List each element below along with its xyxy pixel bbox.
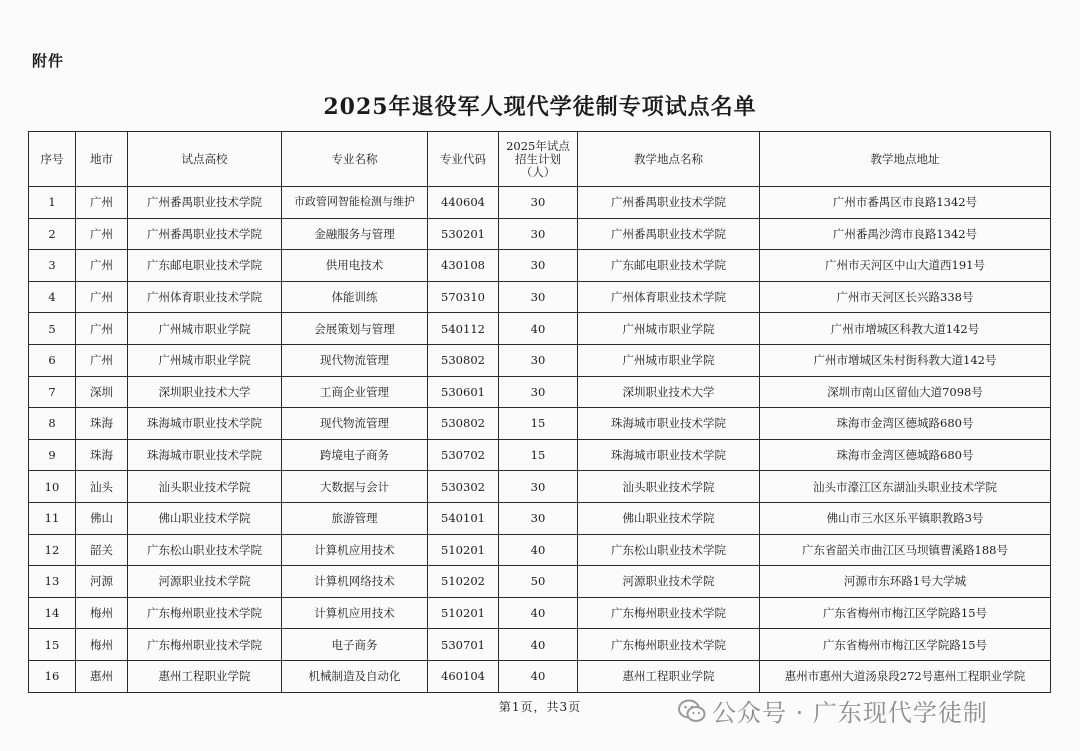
enrollment-plan-cell: 40 [499,660,578,692]
major-code-cell: 530802 [428,408,499,440]
major-name-cell: 会展策划与管理 [282,313,428,345]
teaching-site-name-cell: 惠州工程职业学院 [578,660,760,692]
school-cell: 广州番禺职业技术学院 [128,218,282,250]
school-cell: 广东梅州职业技术学院 [128,597,282,629]
school-cell: 佛山职业技术学院 [128,502,282,534]
teaching-site-name-cell: 广州体育职业技术学院 [578,281,760,313]
table-row [29,187,1051,219]
major-name-cell: 机械制造及自动化 [282,660,428,692]
watermark-text: 公众号 · 广东现代学徒制 [712,699,988,727]
row-number-cell: 15 [29,629,76,661]
column-header: 专业代码 [428,132,499,187]
city-cell: 广州 [76,250,128,282]
major-name-cell: 市政管网智能检测与维护 [282,187,428,219]
row-number-cell: 5 [29,313,76,345]
column-header: 2025年试点招生计划（人） [499,132,578,187]
school-cell: 广州城市职业学院 [128,313,282,345]
major-code-cell: 460104 [428,660,499,692]
table-row [29,660,1051,692]
row-number-cell: 2 [29,218,76,250]
city-cell: 广州 [76,281,128,313]
column-header: 教学地点地址 [760,132,1051,187]
major-code-cell: 530302 [428,471,499,503]
table-header-row [29,132,1051,187]
table-row [29,344,1051,376]
row-number-cell: 4 [29,281,76,313]
teaching-site-name-cell: 河源职业技术学院 [578,566,760,598]
school-cell: 河源职业技术学院 [128,566,282,598]
teaching-site-name-cell: 珠海城市职业技术学院 [578,408,760,440]
city-cell: 深圳 [76,376,128,408]
row-number-cell: 9 [29,439,76,471]
city-cell: 珠海 [76,408,128,440]
table-row [29,408,1051,440]
teaching-site-address-cell: 广东省韶关市曲江区马坝镇曹溪路188号 [760,534,1051,566]
row-number-cell: 14 [29,597,76,629]
teaching-site-name-cell: 佛山职业技术学院 [578,502,760,534]
teaching-site-name-cell: 广东梅州职业技术学院 [578,597,760,629]
major-name-cell: 计算机网络技术 [282,566,428,598]
teaching-site-name-cell: 广州城市职业学院 [578,313,760,345]
major-name-cell: 现代物流管理 [282,344,428,376]
teaching-site-name-cell: 广州番禺职业技术学院 [578,218,760,250]
row-number-cell: 10 [29,471,76,503]
city-cell: 广州 [76,344,128,376]
watermark [678,693,988,728]
city-cell: 河源 [76,566,128,598]
enrollment-plan-cell: 50 [499,566,578,598]
teaching-site-name-cell: 珠海城市职业技术学院 [578,439,760,471]
teaching-site-name-cell: 广东邮电职业技术学院 [578,250,760,282]
enrollment-plan-cell: 30 [499,187,578,219]
city-cell: 惠州 [76,660,128,692]
major-name-cell: 大数据与会计 [282,471,428,503]
table-row [29,629,1051,661]
major-code-cell: 540101 [428,502,499,534]
city-cell: 广州 [76,218,128,250]
enrollment-plan-cell: 30 [499,281,578,313]
table-row [29,439,1051,471]
school-cell: 广东邮电职业技术学院 [128,250,282,282]
school-cell: 汕头职业技术学院 [128,471,282,503]
row-number-cell: 16 [29,660,76,692]
row-number-cell: 13 [29,566,76,598]
major-code-cell: 570310 [428,281,499,313]
major-code-cell: 540112 [428,313,499,345]
teaching-site-address-cell: 广州市番禺区市良路1342号 [760,187,1051,219]
table-row [29,471,1051,503]
attachment-label: 附件 [32,52,65,70]
city-cell: 梅州 [76,597,128,629]
enrollment-plan-cell: 30 [499,250,578,282]
school-cell: 广州城市职业学院 [128,344,282,376]
teaching-site-address-cell: 广东省梅州市梅江区学院路15号 [760,597,1051,629]
teaching-site-address-cell: 深圳市南山区留仙大道7098号 [760,376,1051,408]
school-cell: 深圳职业技术大学 [128,376,282,408]
column-header: 专业名称 [282,132,428,187]
table-row [29,566,1051,598]
row-number-cell: 8 [29,408,76,440]
major-code-cell: 510201 [428,534,499,566]
enrollment-plan-cell: 30 [499,218,578,250]
row-number-cell: 6 [29,344,76,376]
page-title: 2025年退役军人现代学徒制专项试点名单 [323,94,757,120]
enrollment-plan-cell: 40 [499,313,578,345]
table-row [29,218,1051,250]
teaching-site-address-cell: 广州市增城区科教大道142号 [760,313,1051,345]
table-row [29,534,1051,566]
pilot-list-table [28,131,1051,693]
table-row [29,281,1051,313]
row-number-cell: 1 [29,187,76,219]
city-cell: 梅州 [76,629,128,661]
major-code-cell: 530702 [428,439,499,471]
school-cell: 广州番禺职业技术学院 [128,187,282,219]
city-cell: 广州 [76,187,128,219]
major-code-cell: 530701 [428,629,499,661]
table-row [29,313,1051,345]
school-cell: 广东松山职业技术学院 [128,534,282,566]
major-code-cell: 530601 [428,376,499,408]
teaching-site-address-cell: 佛山市三水区乐平镇职教路3号 [760,502,1051,534]
major-name-cell: 供用电技术 [282,250,428,282]
column-header: 序号 [29,132,76,187]
teaching-site-name-cell: 广州城市职业学院 [578,344,760,376]
major-name-cell: 现代物流管理 [282,408,428,440]
enrollment-plan-cell: 40 [499,534,578,566]
major-code-cell: 510202 [428,566,499,598]
major-name-cell: 电子商务 [282,629,428,661]
wechat-icon [678,699,706,723]
teaching-site-name-cell: 广东松山职业技术学院 [578,534,760,566]
city-cell: 韶关 [76,534,128,566]
city-cell: 广州 [76,313,128,345]
table-row [29,250,1051,282]
table-row [29,502,1051,534]
teaching-site-name-cell: 汕头职业技术学院 [578,471,760,503]
school-cell: 广州体育职业技术学院 [128,281,282,313]
enrollment-plan-cell: 15 [499,408,578,440]
table-row [29,597,1051,629]
major-code-cell: 510201 [428,597,499,629]
teaching-site-address-cell: 珠海市金湾区德城路680号 [760,439,1051,471]
teaching-site-address-cell: 珠海市金湾区德城路680号 [760,408,1051,440]
teaching-site-name-cell: 广东梅州职业技术学院 [578,629,760,661]
column-header: 教学地点名称 [578,132,760,187]
major-name-cell: 跨境电子商务 [282,439,428,471]
city-cell: 佛山 [76,502,128,534]
school-cell: 惠州工程职业学院 [128,660,282,692]
teaching-site-address-cell: 河源市东环路1号大学城 [760,566,1051,598]
enrollment-plan-cell: 30 [499,502,578,534]
row-number-cell: 11 [29,502,76,534]
major-name-cell: 工商企业管理 [282,376,428,408]
school-cell: 广东梅州职业技术学院 [128,629,282,661]
page-indicator: 第1页，共3页 [498,700,582,714]
teaching-site-address-cell: 广州市增城区朱村街科教大道142号 [760,344,1051,376]
enrollment-plan-cell: 30 [499,471,578,503]
teaching-site-address-cell: 广州番禺沙湾市良路1342号 [760,218,1051,250]
teaching-site-address-cell: 广州市天河区长兴路338号 [760,281,1051,313]
column-header: 地市 [76,132,128,187]
major-name-cell: 计算机应用技术 [282,597,428,629]
teaching-site-name-cell: 广州番禺职业技术学院 [578,187,760,219]
enrollment-plan-cell: 40 [499,629,578,661]
teaching-site-address-cell: 惠州市惠州大道汤泉段272号惠州工程职业学院 [760,660,1051,692]
major-code-cell: 530802 [428,344,499,376]
major-code-cell: 430108 [428,250,499,282]
major-name-cell: 体能训练 [282,281,428,313]
teaching-site-address-cell: 汕头市濠江区东湖汕头职业技术学院 [760,471,1051,503]
enrollment-plan-cell: 30 [499,376,578,408]
column-header: 试点高校 [128,132,282,187]
city-cell: 珠海 [76,439,128,471]
major-name-cell: 旅游管理 [282,502,428,534]
teaching-site-address-cell: 广东省梅州市梅江区学院路15号 [760,629,1051,661]
school-cell: 珠海城市职业技术学院 [128,439,282,471]
school-cell: 珠海城市职业技术学院 [128,408,282,440]
major-code-cell: 440604 [428,187,499,219]
enrollment-plan-cell: 30 [499,344,578,376]
teaching-site-address-cell: 广州市天河区中山大道西191号 [760,250,1051,282]
major-name-cell: 金融服务与管理 [282,218,428,250]
city-cell: 汕头 [76,471,128,503]
table-row [29,376,1051,408]
row-number-cell: 7 [29,376,76,408]
teaching-site-name-cell: 深圳职业技术大学 [578,376,760,408]
row-number-cell: 3 [29,250,76,282]
enrollment-plan-cell: 15 [499,439,578,471]
major-code-cell: 530201 [428,218,499,250]
enrollment-plan-cell: 40 [499,597,578,629]
major-name-cell: 计算机应用技术 [282,534,428,566]
row-number-cell: 12 [29,534,76,566]
